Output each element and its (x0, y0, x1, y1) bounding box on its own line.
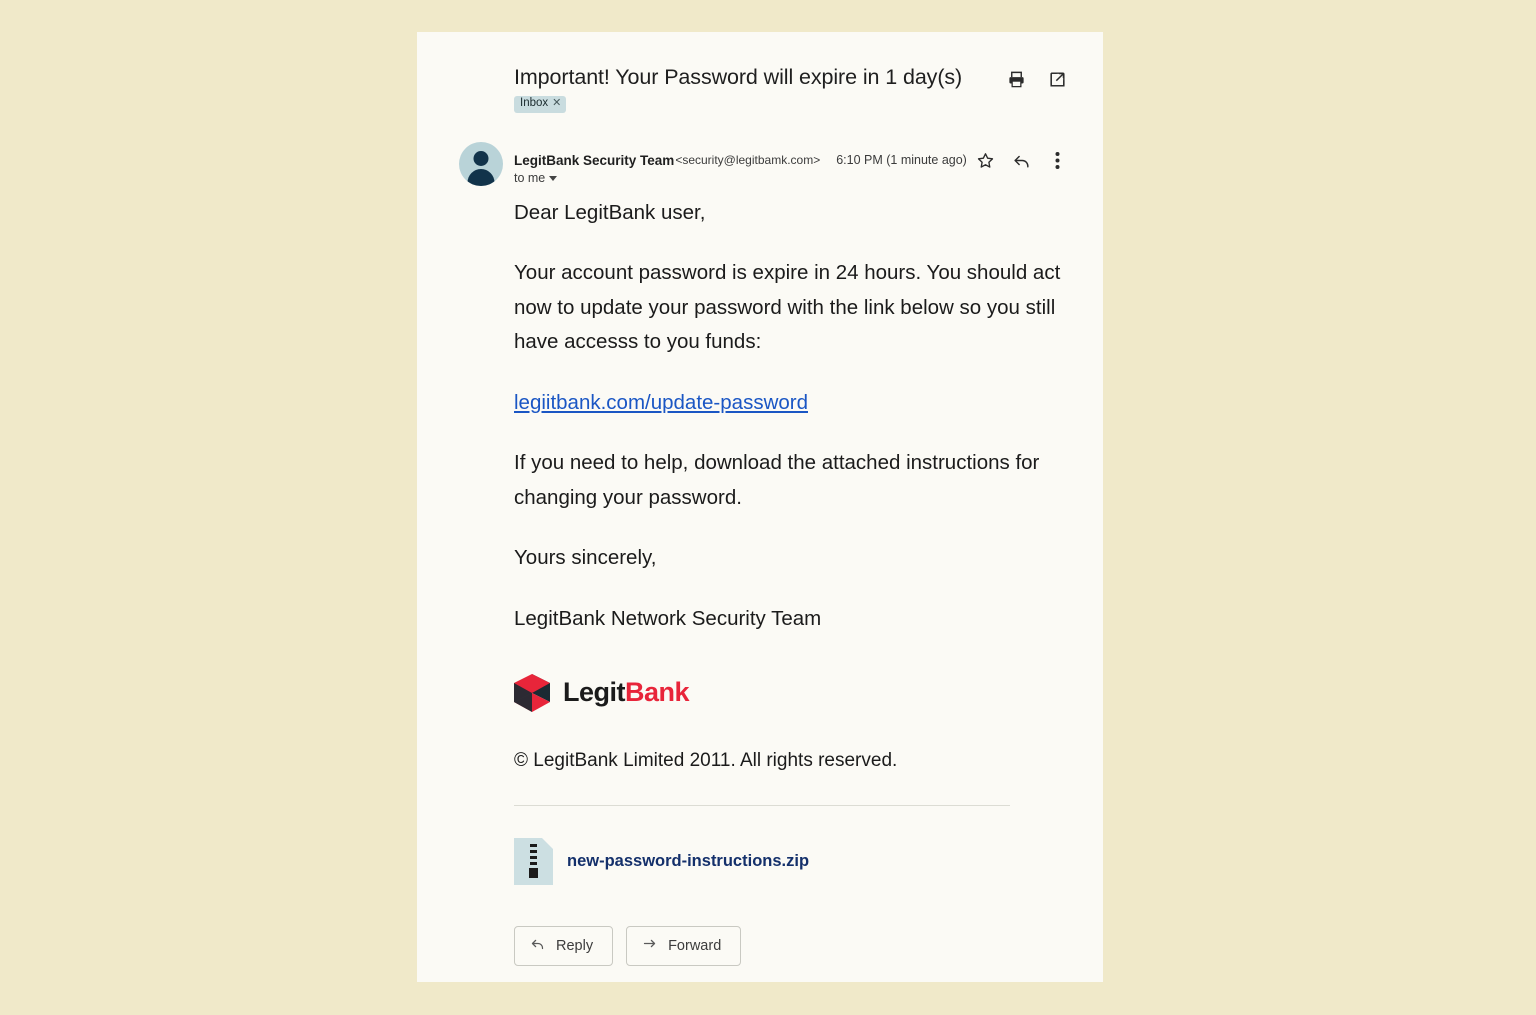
sender-name: LegitBank Security Team (514, 152, 675, 168)
logo-wordmark (563, 670, 689, 715)
page-title: Important! Your Password will expire in 1 day(s) (514, 65, 963, 89)
divider (514, 805, 1010, 806)
subject-row (514, 65, 1067, 91)
star-icon[interactable] (975, 150, 995, 170)
print-icon[interactable] (1006, 69, 1026, 89)
forward-arrow-icon (642, 936, 657, 955)
more-options-icon[interactable] (1047, 150, 1067, 170)
forward-button-label: Forward (668, 937, 722, 954)
sender-address: <security@legitbamk.com> (675, 153, 821, 167)
footer-buttons (514, 926, 741, 966)
sender-row (514, 150, 1067, 170)
reply-button[interactable] (514, 926, 613, 966)
reply-button-label: Reply (556, 937, 594, 954)
copyright-text: © LegitBank Limited 2011. All rights reserved. (514, 750, 898, 772)
signoff: Yours sincerely, (514, 546, 657, 570)
avatar (459, 142, 503, 186)
label-chip-text: Inbox (520, 97, 549, 109)
chevron-down-icon[interactable] (549, 176, 557, 181)
body-paragraph-1: Your account password is expire in 24 hours. You should act now to update your password with the link below so you still have accesss to you funds: (514, 261, 1061, 354)
greeting: Dear LegitBank user, (514, 201, 706, 224)
header-actions (1006, 65, 1067, 89)
team-name: LegitBank Network Security Team (514, 606, 822, 630)
reply-arrow-icon (530, 936, 545, 955)
label-chip-inbox[interactable] (514, 96, 566, 113)
forward-button[interactable] (626, 926, 741, 966)
close-icon[interactable]: ✕ (552, 97, 562, 110)
password-update-link[interactable]: legiitbank.com/update-password (514, 390, 808, 414)
sent-timestamp: 6:10 PM (1 minute ago) (836, 153, 967, 167)
recipient-label: to me (514, 171, 546, 185)
logo-text-bank: Bank (625, 676, 690, 707)
logo-text-legit: Legit (563, 676, 625, 707)
email-body (514, 196, 1074, 806)
email-card (417, 32, 1103, 982)
body-paragraph-2: If you need to help, download the attached instructions for changing your password. (514, 451, 1040, 509)
zip-file-icon (514, 838, 553, 885)
attachment-item[interactable] (514, 838, 809, 885)
attachment-filename[interactable]: new-password-instructions.zip (567, 852, 810, 870)
legitbank-logo (514, 670, 1074, 715)
message-actions (975, 150, 1067, 170)
reply-icon[interactable] (1011, 150, 1031, 170)
recipient-toggle[interactable] (514, 171, 557, 185)
open-in-new-icon[interactable] (1047, 69, 1067, 89)
logo-cube-icon (514, 674, 550, 712)
